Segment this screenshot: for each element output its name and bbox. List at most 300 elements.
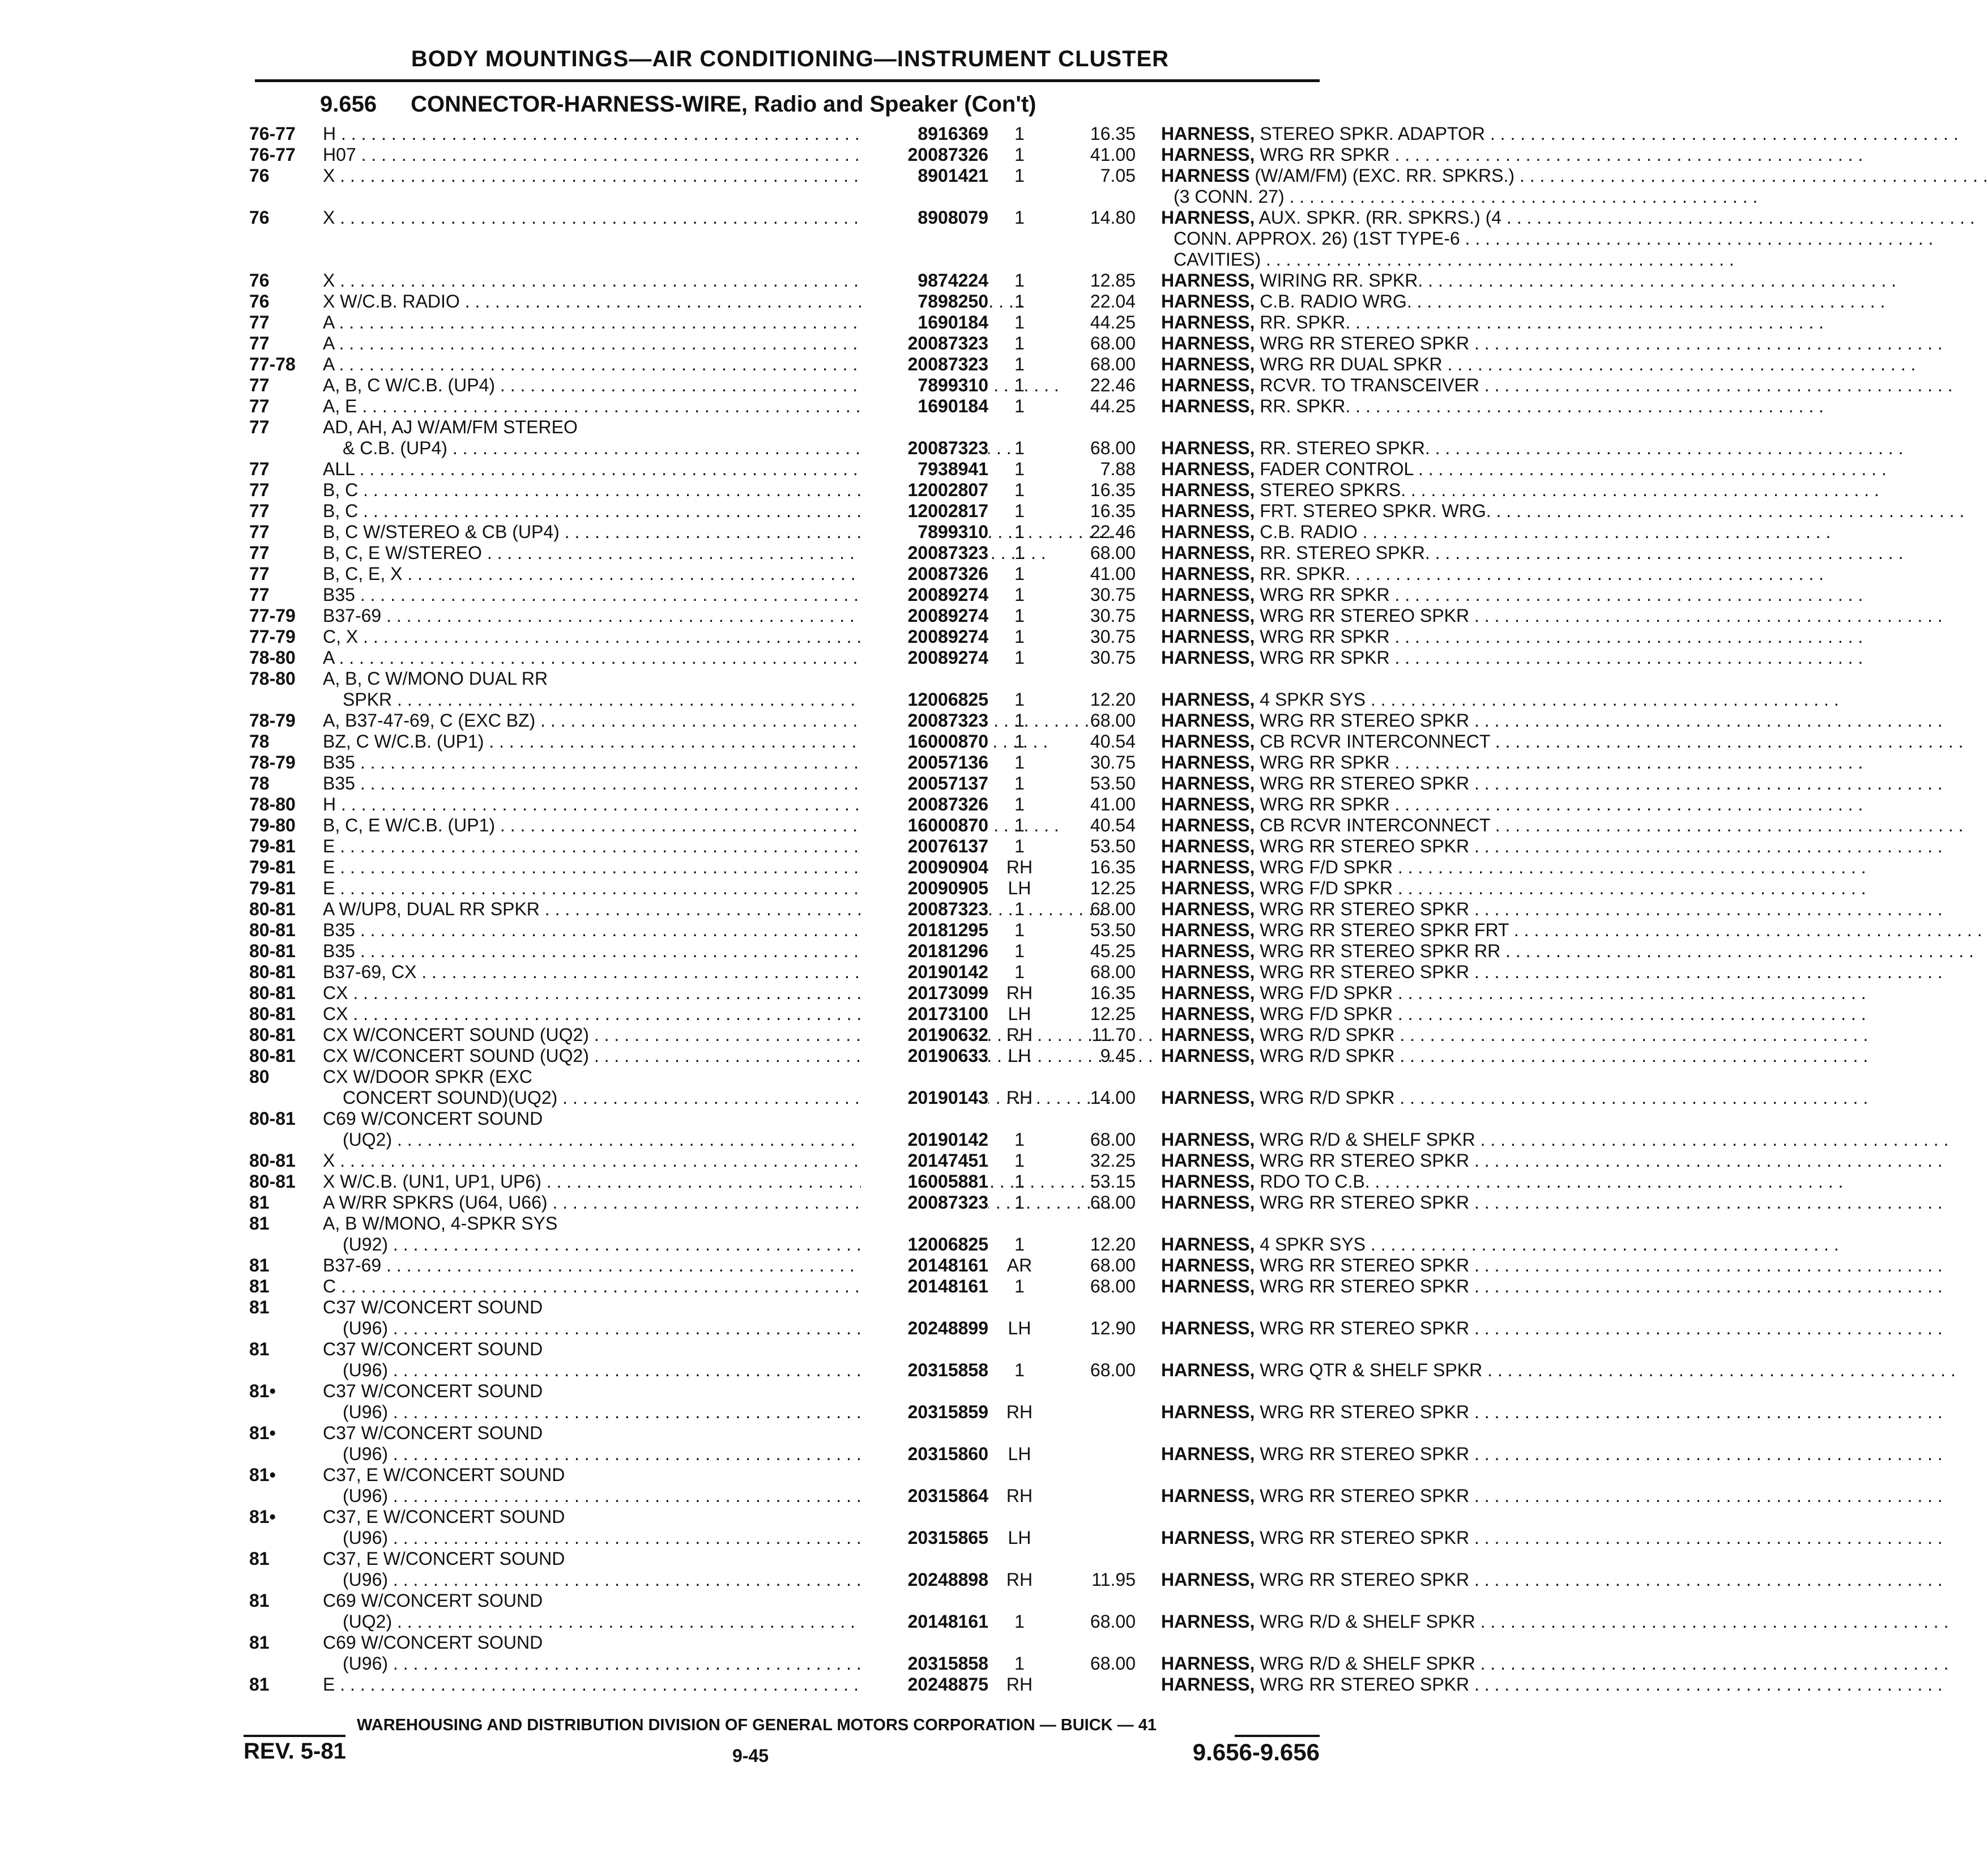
- model-year: 81•: [249, 1423, 276, 1443]
- application: A, B W/MONO, 4-SPKR SYS: [323, 1213, 558, 1234]
- part-number: 12006825: [861, 1234, 988, 1255]
- model-year: 78-80: [249, 668, 296, 689]
- application: (U96) . . .: [343, 1569, 867, 1590]
- description-text: WIRING RR. SPKR.: [1260, 270, 1423, 291]
- description-name: HARNESS,: [1161, 438, 1255, 458]
- section-heading: [320, 92, 1036, 117]
- description-name: HARNESS,: [1161, 1234, 1255, 1254]
- model-year: 81: [249, 1213, 270, 1234]
- description: [1161, 983, 1572, 1004]
- description-name: HARNESS,: [1161, 857, 1255, 877]
- part-number: 20190142: [861, 1129, 988, 1150]
- price: 68.00: [1090, 1255, 1136, 1275]
- quantity: 1: [1014, 815, 1025, 835]
- description-name: HARNESS,: [1161, 291, 1255, 312]
- quantity: 1: [1014, 207, 1025, 228]
- part-number: 20087326: [861, 564, 988, 584]
- description-name: HARNESS,: [1161, 1486, 1255, 1506]
- quantity: 1: [1014, 1192, 1025, 1213]
- description-text: WRG RR STEREO SPKR: [1260, 899, 1470, 919]
- model-year: 77: [249, 564, 270, 584]
- table-row: [249, 123, 1485, 144]
- description-name: HARNESS,: [1161, 647, 1255, 668]
- quantity: 1: [1014, 543, 1025, 563]
- description: [1161, 1255, 1572, 1276]
- description-name: HARNESS,: [1161, 564, 1255, 584]
- table-row: [249, 647, 1390, 668]
- description-name: HARNESS,: [1161, 626, 1255, 647]
- description-name: HARNESS,: [1161, 501, 1255, 521]
- price: 41.00: [1090, 794, 1136, 814]
- table-row: [249, 522, 1358, 543]
- part-number: 20089274: [861, 647, 988, 668]
- application: A W/UP8, DUAL RR SPKR . . .: [323, 899, 867, 920]
- part-number: 20087323: [861, 1192, 988, 1213]
- quantity: 1: [1014, 899, 1025, 919]
- model-year: 78: [249, 773, 270, 793]
- description-text: WRG RR SPKR: [1260, 584, 1390, 605]
- model-year: 77: [249, 480, 270, 500]
- model-year: 77: [249, 459, 270, 479]
- application: CX . . .: [323, 1004, 867, 1025]
- model-year: 78-79: [249, 752, 296, 773]
- table-row: [249, 941, 1501, 962]
- model-year: 76-77: [249, 144, 296, 165]
- description: [1161, 1674, 1572, 1695]
- application: H . . .: [323, 123, 867, 144]
- description: [1161, 878, 1572, 899]
- part-number: 7938941: [861, 459, 988, 480]
- description-name: HARNESS,: [1161, 543, 1255, 563]
- price: 30.75: [1090, 605, 1136, 626]
- description-name: HARNESS,: [1161, 333, 1255, 353]
- price: 68.00: [1090, 962, 1136, 982]
- application: B, C . . .: [323, 480, 867, 501]
- price: 30.75: [1090, 752, 1136, 773]
- model-year: 80-81: [249, 1150, 296, 1171]
- description-text: WRG RR DUAL SPKR: [1260, 354, 1443, 374]
- description: [1161, 794, 1572, 815]
- table-row: [249, 1004, 1393, 1025]
- part-number: 8908079: [861, 207, 988, 228]
- description-name: HARNESS,: [1161, 899, 1255, 919]
- quantity: LH: [1008, 1444, 1031, 1464]
- quantity: 1: [1014, 1611, 1025, 1632]
- price: 16.35: [1090, 480, 1136, 500]
- model-year: 79-81: [249, 857, 296, 877]
- model-year: 77: [249, 522, 270, 542]
- model-year: 81: [249, 1297, 270, 1317]
- description: [1161, 1046, 1572, 1066]
- price: 12.20: [1090, 1234, 1136, 1254]
- description: [1161, 291, 1572, 312]
- description-name: HARNESS,: [1161, 1046, 1255, 1066]
- table-row: [249, 773, 1470, 794]
- part-number: 20057136: [861, 752, 988, 773]
- price: 12.25: [1090, 878, 1136, 898]
- table-row: [249, 1423, 1325, 1444]
- description: [1161, 1486, 1572, 1507]
- description-name: HARNESS,: [1161, 1255, 1255, 1275]
- part-number: 20089274: [861, 626, 988, 647]
- part-number: 20315864: [861, 1486, 988, 1507]
- part-number: 20190632: [861, 1025, 988, 1046]
- section-range: 9.656-9.656: [1192, 1739, 1320, 1765]
- description: [1161, 1150, 1572, 1171]
- description-text: C.B. RADIO WRG.: [1260, 291, 1412, 312]
- table-row: [249, 1129, 1475, 1150]
- quantity: LH: [1008, 1004, 1031, 1024]
- table-row: [249, 1339, 1325, 1360]
- application: (U96) . . .: [343, 1486, 867, 1507]
- description: [1161, 1087, 1572, 1108]
- description: [1161, 689, 1572, 710]
- application: (U96) . . .: [343, 1360, 867, 1381]
- application: & C.B. (UP4) . . .: [343, 438, 867, 459]
- application: CX . . .: [323, 983, 867, 1004]
- quantity: RH: [1006, 1402, 1033, 1422]
- table-row: [249, 543, 1430, 564]
- table-row: [249, 144, 1390, 165]
- table-row: [249, 920, 1509, 941]
- description-name: HARNESS,: [1161, 1653, 1255, 1674]
- part-number: 20315859: [861, 1402, 988, 1423]
- quantity: 1: [1014, 522, 1025, 542]
- application: C37 W/CONCERT SOUND: [323, 1297, 543, 1317]
- quantity: RH: [1006, 1674, 1033, 1695]
- quantity: LH: [1008, 1318, 1031, 1338]
- description-text: FRT. STEREO SPKR. WRG.: [1260, 501, 1491, 521]
- description-name: HARNESS,: [1161, 731, 1255, 752]
- model-year: 78-80: [249, 647, 296, 668]
- description-name: HARNESS,: [1161, 1192, 1255, 1213]
- price: 68.00: [1090, 543, 1136, 563]
- quantity: 1: [1014, 312, 1025, 332]
- description: [1161, 1171, 1572, 1192]
- description: [1161, 480, 1572, 501]
- table-row: [249, 1653, 1475, 1674]
- description-name: HARNESS,: [1161, 1444, 1255, 1464]
- model-year: 80-81: [249, 962, 296, 982]
- application: X . . .: [323, 270, 867, 291]
- quantity: 1: [1014, 794, 1025, 814]
- table-row: [249, 207, 1502, 228]
- description-text: WRG QTR & SHELF SPKR: [1260, 1360, 1483, 1380]
- table-row: [249, 249, 1325, 270]
- part-number: 20090905: [861, 878, 988, 899]
- description: [1161, 1653, 1572, 1674]
- description-name: HARNESS,: [1161, 773, 1255, 793]
- table-row: [249, 1297, 1325, 1318]
- price: 14.00: [1090, 1087, 1136, 1108]
- model-year: 79-81: [249, 878, 296, 898]
- table-row: [249, 626, 1390, 647]
- description-text: RR. SPKR.: [1260, 396, 1351, 416]
- description-text: 4 SPKR SYS: [1260, 689, 1366, 710]
- quantity: 1: [1014, 920, 1025, 940]
- part-number: 20087323: [861, 354, 988, 375]
- table-row: [249, 501, 1491, 522]
- description-text: CONN. APPROX. 26) (1ST TYPE-6: [1174, 228, 1460, 249]
- description-text: WRG RR SPKR: [1260, 752, 1390, 773]
- price: 16.35: [1090, 857, 1136, 877]
- application: C . . .: [323, 1276, 867, 1297]
- table-row: [249, 1507, 1325, 1527]
- footer-division: WAREHOUSING AND DISTRIBUTION DIVISION OF GENERAL MOTORS CORPORATION — BUICK — 41: [357, 1716, 1157, 1734]
- description-name: HARNESS,: [1161, 522, 1255, 542]
- application: A . . .: [323, 312, 867, 333]
- price: 41.00: [1090, 144, 1136, 165]
- model-year: 77-78: [249, 354, 296, 374]
- application: B, C . . .: [323, 501, 867, 522]
- description-name: HARNESS,: [1161, 1402, 1255, 1422]
- description: [1161, 438, 1572, 459]
- price: 68.00: [1090, 1192, 1136, 1213]
- price: 32.25: [1090, 1150, 1136, 1171]
- application: C69 W/CONCERT SOUND: [323, 1632, 543, 1653]
- model-year: 80: [249, 1066, 270, 1087]
- price: 68.00: [1090, 333, 1136, 353]
- price: 40.54: [1090, 815, 1136, 835]
- description: [1161, 1025, 1572, 1046]
- description-name: HARNESS,: [1161, 1674, 1255, 1695]
- application: (U92) . . .: [343, 1234, 867, 1255]
- part-number: 12002817: [861, 501, 988, 522]
- description-text: RCVR. TO TRANSCEIVER: [1260, 375, 1479, 395]
- part-number: 20248899: [861, 1318, 988, 1339]
- price: 40.54: [1090, 731, 1136, 752]
- table-row: [249, 1192, 1470, 1213]
- application: (U96) . . .: [343, 1318, 867, 1339]
- application: C37 W/CONCERT SOUND: [323, 1381, 543, 1401]
- page-number: 9-45: [732, 1746, 769, 1766]
- quantity: LH: [1008, 1046, 1031, 1066]
- description: [1161, 522, 1572, 543]
- price: 9.45: [1100, 1046, 1136, 1066]
- description-name: HARNESS,: [1161, 459, 1255, 479]
- description: [1161, 354, 1572, 375]
- description: [1161, 899, 1572, 920]
- table-row: [249, 605, 1470, 626]
- part-number: 20173100: [861, 1004, 988, 1025]
- quantity: 1: [1014, 752, 1025, 773]
- description: [1161, 312, 1572, 333]
- table-row: [249, 1276, 1470, 1297]
- model-year: 77: [249, 333, 270, 353]
- description-text: WRG RR STEREO SPKR: [1260, 1192, 1470, 1213]
- application: A . . .: [323, 354, 867, 375]
- description-name: HARNESS,: [1161, 710, 1255, 731]
- description-text: WRG RR STEREO SPKR: [1260, 1486, 1470, 1506]
- application: (U96) . . .: [343, 1402, 867, 1423]
- table-row: [249, 1611, 1475, 1632]
- description-name: HARNESS,: [1161, 480, 1255, 500]
- table-row: [249, 899, 1470, 920]
- model-year: 76: [249, 291, 270, 312]
- footer-rule-right: [1235, 1735, 1320, 1737]
- description: [1161, 1402, 1572, 1423]
- application: B, C, E, X . . .: [323, 564, 867, 584]
- part-number: 16005881: [861, 1171, 988, 1192]
- model-year: 78-79: [249, 710, 296, 731]
- application: X W/C.B. RADIO . . .: [323, 291, 867, 312]
- part-number: 8901421: [861, 165, 988, 186]
- model-year: 81: [249, 1632, 270, 1653]
- price: 68.00: [1090, 354, 1136, 374]
- quantity: 1: [1014, 731, 1025, 752]
- description-text: WRG RR STEREO SPKR: [1260, 1444, 1470, 1464]
- description-text: WRG RR STEREO SPKR FRT: [1260, 920, 1509, 940]
- part-number: 20076137: [861, 836, 988, 857]
- price: 16.35: [1090, 123, 1136, 144]
- price: 16.35: [1090, 983, 1136, 1003]
- table-row: [249, 228, 1460, 249]
- quantity: LH: [1008, 878, 1031, 898]
- description-name: HARNESS,: [1161, 1569, 1255, 1590]
- table-row: [249, 1066, 1325, 1087]
- table-row: [249, 710, 1470, 731]
- application: B37-69 . . .: [323, 605, 867, 626]
- description-text: WRG RR SPKR: [1260, 647, 1390, 668]
- price: 11.95: [1091, 1569, 1136, 1590]
- price: 53.50: [1090, 836, 1136, 856]
- application: (U96) . . .: [343, 1527, 867, 1548]
- description: [1161, 815, 1572, 836]
- footer-rule-left: [244, 1735, 345, 1737]
- table-row: [249, 165, 1515, 186]
- description: [1161, 1360, 1572, 1381]
- description-name: HARNESS,: [1161, 1171, 1255, 1192]
- description: [1161, 123, 1572, 144]
- application: A, B, C W/C.B. (UP4) . . .: [323, 375, 867, 396]
- description: [1161, 207, 1572, 228]
- description-text: RR. STEREO SPKR.: [1260, 543, 1430, 563]
- model-year: 81•: [249, 1465, 276, 1485]
- description-text: RR. SPKR.: [1260, 564, 1351, 584]
- price: 68.00: [1090, 438, 1136, 458]
- description-name: HARNESS,: [1161, 689, 1255, 710]
- application: CX W/CONCERT SOUND (UQ2) . . .: [323, 1046, 867, 1066]
- quantity: 1: [1014, 291, 1025, 312]
- description-name: HARNESS,: [1161, 396, 1255, 416]
- table-row: [249, 857, 1393, 878]
- table-row: [249, 270, 1423, 291]
- description: [1161, 564, 1572, 584]
- description: [1161, 962, 1572, 983]
- model-year: 80-81: [249, 920, 296, 940]
- model-year: 76: [249, 165, 270, 186]
- description: [1161, 1192, 1572, 1213]
- description-text: (W/AM/FM) (EXC. RR. SPKRS.): [1255, 165, 1515, 186]
- part-number: 20087326: [861, 794, 988, 815]
- price: 68.00: [1090, 710, 1136, 731]
- description-text: WRG RR STEREO SPKR: [1260, 773, 1470, 793]
- price: 30.75: [1090, 584, 1136, 605]
- description-text: AUX. SPKR. (RR. SPKRS.) (4: [1259, 207, 1502, 228]
- price: 30.75: [1090, 647, 1136, 668]
- application: (UQ2) . . .: [343, 1129, 867, 1150]
- part-number: 20248898: [861, 1569, 988, 1590]
- part-number: 1690184: [861, 312, 988, 333]
- description: [1161, 1527, 1572, 1548]
- application: H . . .: [323, 794, 867, 815]
- table-row: [249, 417, 1325, 438]
- model-year: 80-81: [249, 1046, 296, 1066]
- quantity: 1: [1014, 144, 1025, 165]
- model-year: 77-79: [249, 626, 296, 647]
- quantity: 1: [1014, 626, 1025, 647]
- quantity: 1: [1014, 1129, 1025, 1150]
- part-number: 16000870: [861, 815, 988, 836]
- description-text: WRG R/D SPKR: [1260, 1046, 1395, 1066]
- description: [1161, 1611, 1572, 1632]
- description-text: FADER CONTROL: [1260, 459, 1414, 479]
- price: 45.25: [1090, 941, 1136, 961]
- model-year: 80-81: [249, 1004, 296, 1024]
- price: 68.00: [1090, 1129, 1136, 1150]
- table-row: [249, 375, 1479, 396]
- description: [1174, 186, 1572, 207]
- application: (U96) . . .: [343, 1444, 867, 1465]
- description-text: CB RCVR INTERCONNECT: [1260, 815, 1490, 835]
- table-row: [249, 1569, 1470, 1590]
- description-text: WRG RR SPKR: [1260, 626, 1390, 647]
- part-number: 20087323: [861, 899, 988, 920]
- model-year: 81•: [249, 1381, 276, 1401]
- table-row: [249, 1046, 1395, 1066]
- quantity: 1: [1014, 1653, 1025, 1674]
- application: C69 W/CONCERT SOUND: [323, 1108, 543, 1129]
- application: C37 W/CONCERT SOUND: [323, 1423, 543, 1443]
- application: C37, E W/CONCERT SOUND: [323, 1507, 565, 1527]
- description: [1161, 731, 1572, 752]
- description: [1161, 501, 1572, 522]
- quantity: 1: [1014, 1234, 1025, 1254]
- part-number: 20173099: [861, 983, 988, 1004]
- description-text: WRG RR STEREO SPKR: [1260, 836, 1470, 856]
- description: [1161, 459, 1572, 480]
- application: AD, AH, AJ W/AM/FM STEREO: [323, 417, 578, 437]
- table-row: [249, 186, 1325, 207]
- application: C, X . . .: [323, 626, 867, 647]
- description: [1161, 1569, 1572, 1590]
- table-row: [249, 1318, 1470, 1339]
- price: 41.00: [1090, 564, 1136, 584]
- table-row: [249, 815, 1490, 836]
- description-text: WRG F/D SPKR: [1260, 1004, 1393, 1024]
- part-number: 20148161: [861, 1611, 988, 1632]
- model-year: 76-77: [249, 123, 296, 144]
- table-row: [249, 1444, 1470, 1465]
- description-text: WRG RR STEREO SPKR: [1260, 605, 1470, 626]
- model-year: 77: [249, 543, 270, 563]
- table-row: [249, 731, 1490, 752]
- description: [1161, 1318, 1572, 1339]
- description-text: WRG RR SPKR: [1260, 794, 1390, 814]
- table-row: [249, 1590, 1325, 1611]
- application: A . . .: [323, 333, 867, 354]
- model-year: 76: [249, 207, 270, 228]
- quantity: RH: [1006, 857, 1033, 877]
- application: CX W/CONCERT SOUND (UQ2) . . .: [323, 1025, 867, 1046]
- description: [1161, 710, 1572, 731]
- application: C37, E W/CONCERT SOUND: [323, 1548, 565, 1569]
- model-year: 80-81: [249, 983, 296, 1003]
- price: 53.15: [1090, 1171, 1136, 1192]
- application: B, C W/STEREO & CB (UP4) . . .: [323, 522, 867, 543]
- quantity: 1: [1014, 459, 1025, 479]
- application: H07 . . .: [323, 144, 867, 165]
